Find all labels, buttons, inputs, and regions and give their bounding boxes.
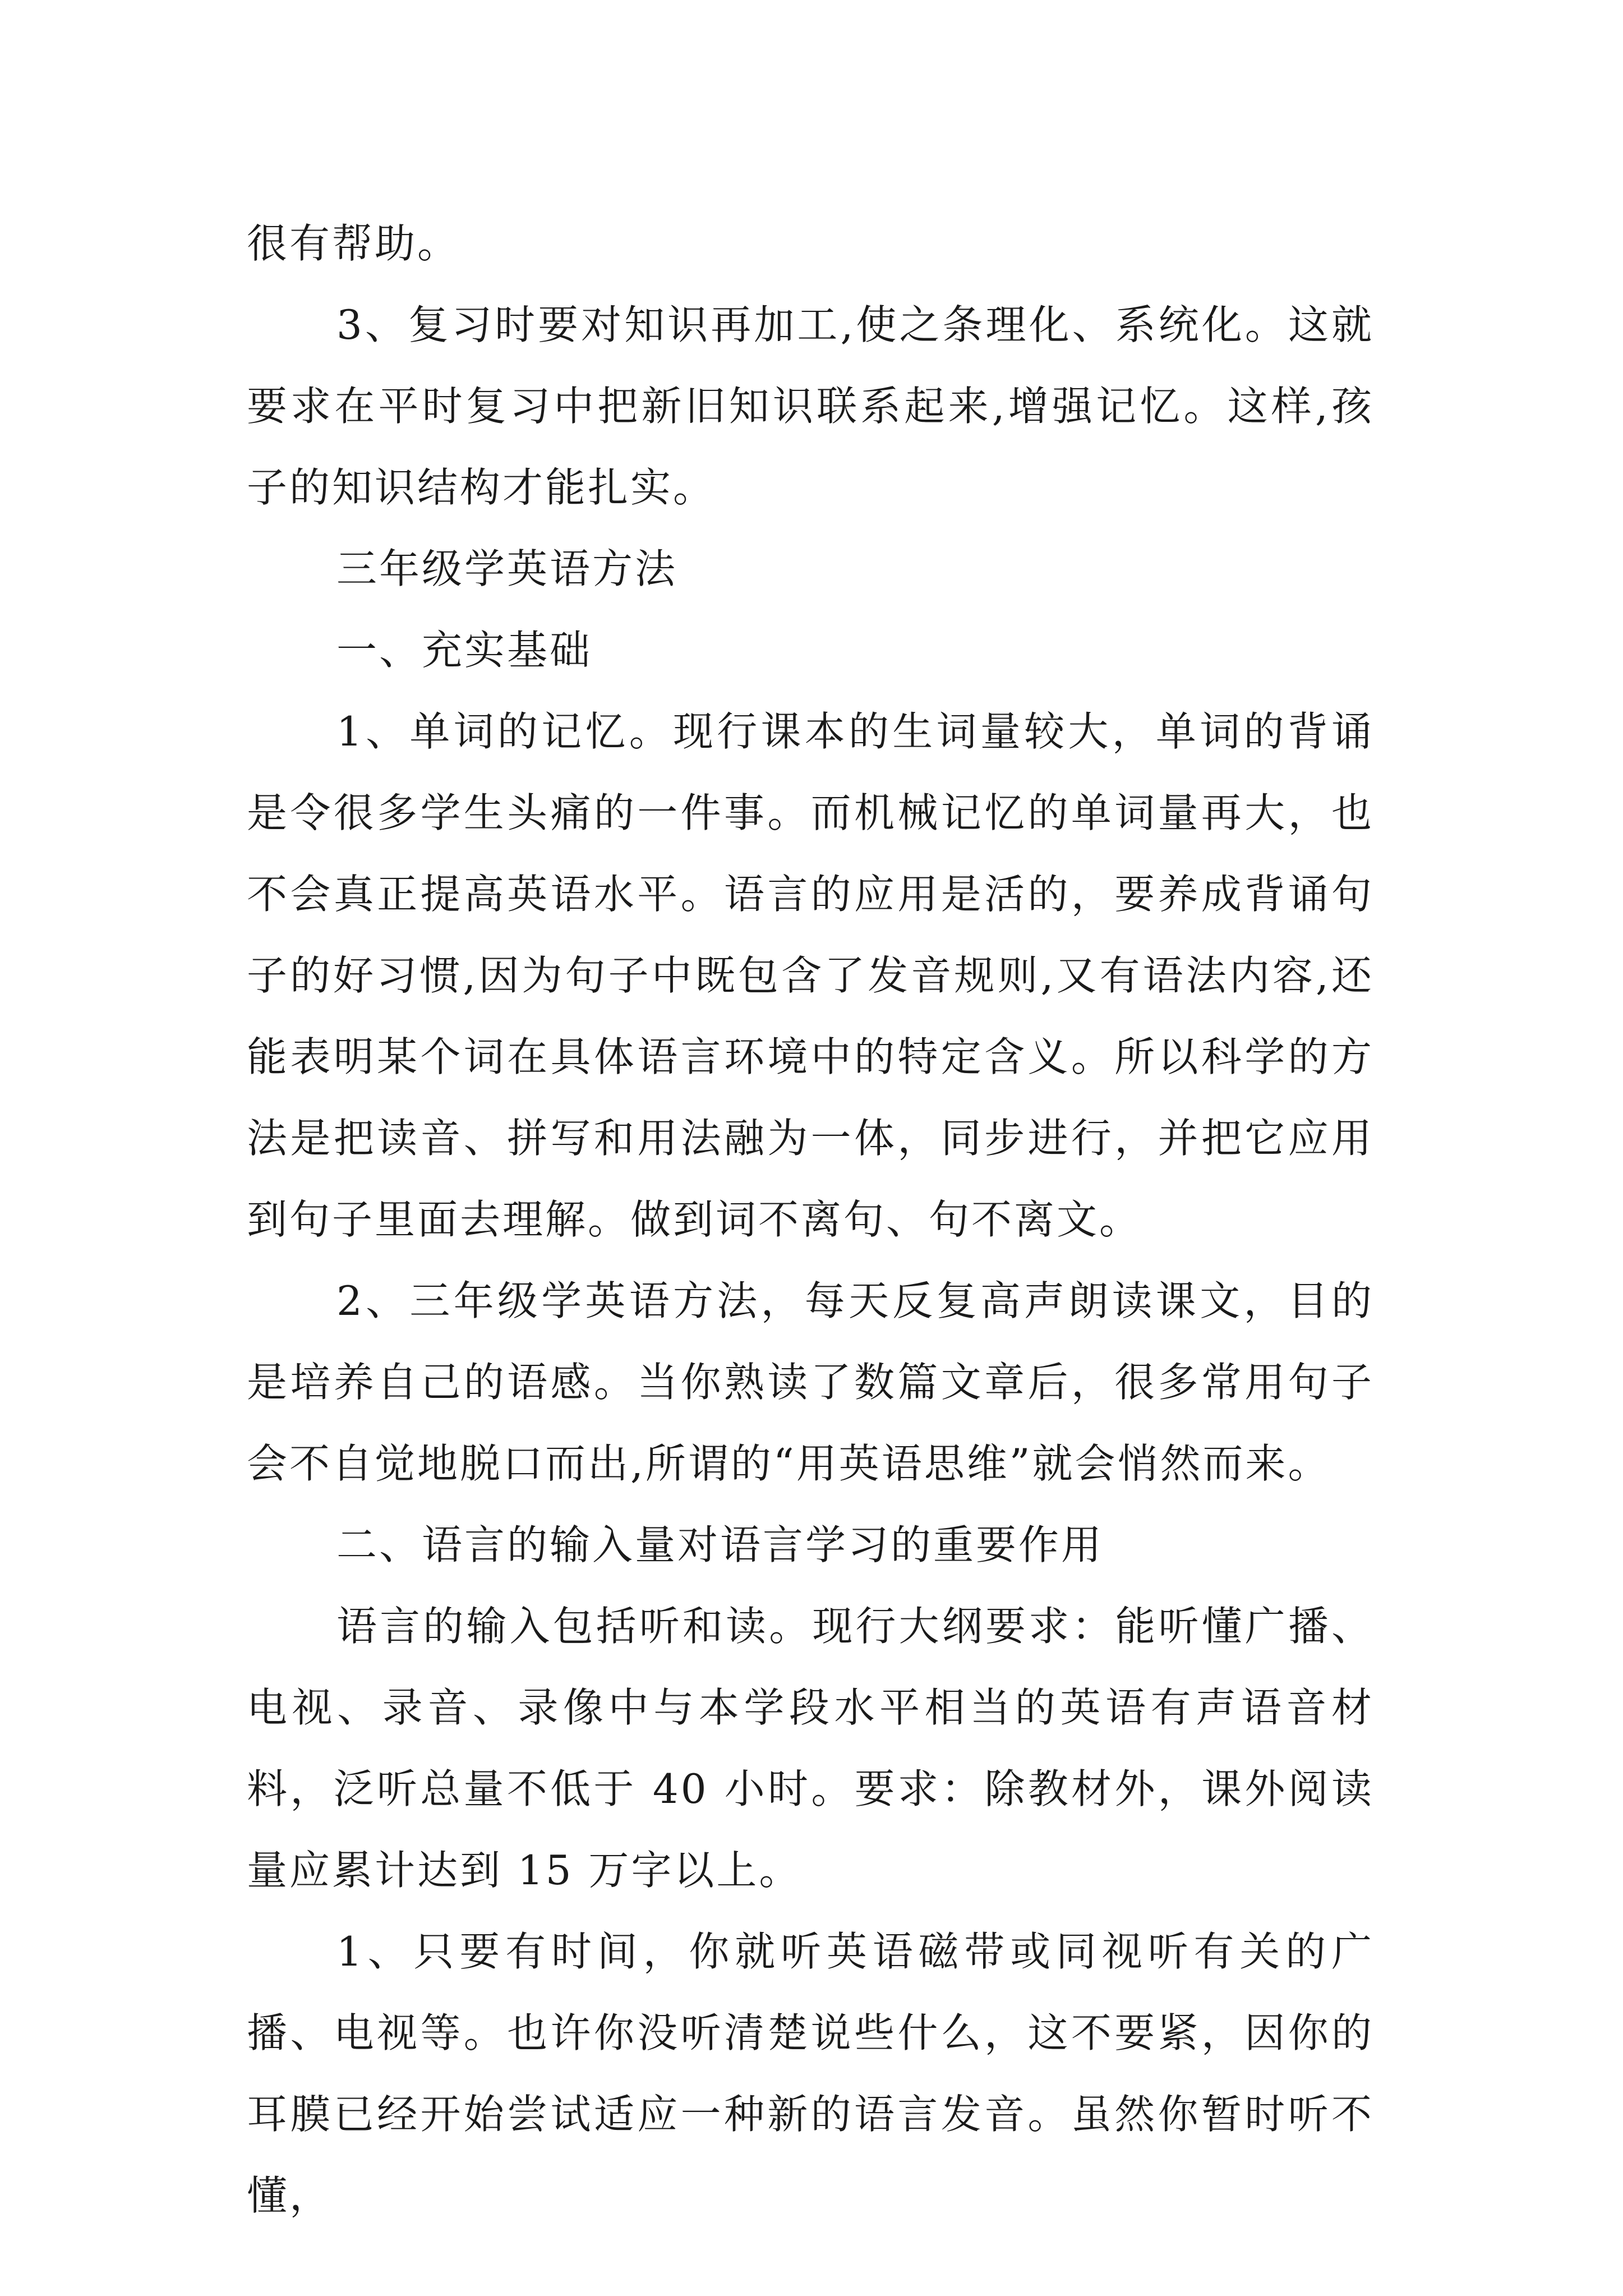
paragraph-read-aloud: 2、三年级学英语方法，每天反复高声朗读课文，目的是培养自己的语感。当你熟读了数篇文章后，很多常用句子会不自觉地脱口而出,所谓的“用英语思维”就会悄然而来。: [247, 1277, 1374, 1487]
paragraph-continuation: 很有帮助。: [247, 220, 460, 267]
paragraph-word-memory: 1、单词的记忆。现行课本的生词量较大，单词的背诵是令很多学生头痛的一件事。而机械记忆的单词量再大，也不会真正提高英语水平。语言的应用是活的，要养成背诵句子的好习惯,因为句子中既包含了发音规则,又有语法内容,还能表明某个词在具体语言环境中的特定含义。所以科学的方法是把读音、拼写和用法融为一体，同步进行，并把它应用到句子里面去理解。做到词不离句、句不离文。: [247, 708, 1374, 1243]
section-heading-1: 一、充实基础: [336, 627, 593, 674]
paragraph-listening-tip: 1、只要有时间，你就听英语磁带或同视听有关的广播、电视等。也许你没听清楚说些什么，这不要紧，因你的耳膜已经开始尝试适应一种新的语言发音。虽然你暂时听不懂，: [247, 1928, 1374, 2219]
document-body: [247, 203, 1374, 2237]
section-title: 三年级学英语方法: [336, 545, 678, 592]
paragraph-language-input: 语言的输入包括听和读。现行大纲要求：能听懂广播、电视、录音、录像中与本学段水平相当的英语有声语音材料，泛听总量不低于 40 小时。要求：除教材外，课外阅读量应累计达到 15 万字以上。: [247, 1603, 1374, 1894]
section-heading-2: 二、语言的输入量对语言学习的重要作用: [336, 1521, 1104, 1568]
paragraph-review-tip-3: 3、复习时要对知识再加工,使之条理化、系统化。这就要求在平时复习中把新旧知识联系起来,增强记忆。这样,孩子的知识结构才能扎实。: [247, 301, 1374, 511]
